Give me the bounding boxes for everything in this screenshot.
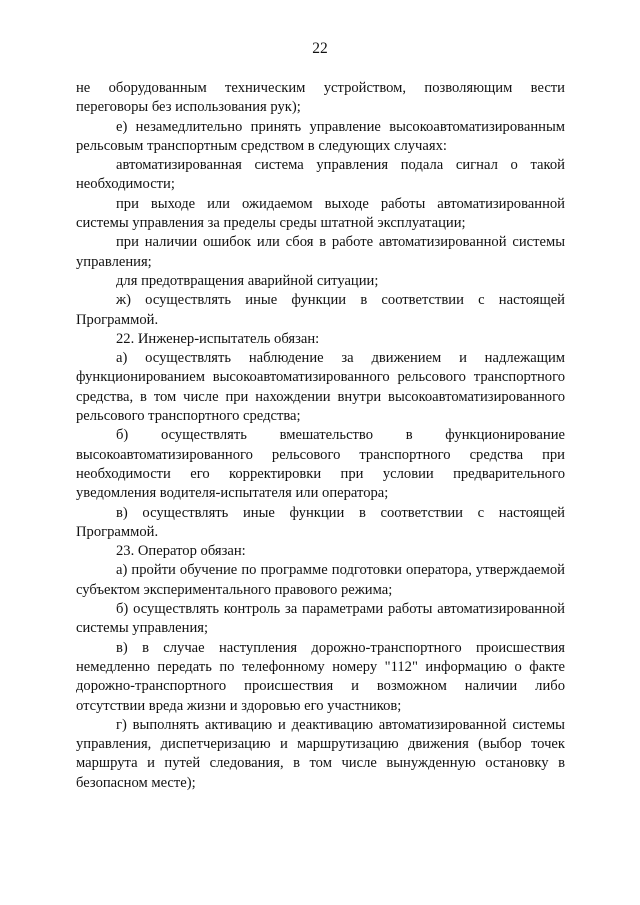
paragraph-case-signal: автоматизированная система управления подала сигнал о такой необходимости;: [76, 157, 565, 193]
paragraph-item-e: е) незамедлительно принять управление высокоавтоматизированным рельсовым транспортным средством в следующих случаях:: [76, 118, 565, 154]
paragraph-item-zh: ж) осуществлять иные функции в соответствии с настоящей Программой.: [76, 292, 565, 328]
paragraph-22-b: б) осуществлять вмешательство в функционирование высокоавтоматизированного рельсового транспортного средства при необходимости его корректировки при условии предварительного уведомления водителя-испытателя или оператора;: [76, 427, 565, 502]
paragraph-23-v: в) в случае наступления дорожно-транспортного происшествия немедленно передать по телефонному номеру "112" информацию о факте дорожно-транспортного происшествия и возможном наличии либо отсутствии вреда жизни и здоровью его участников;: [76, 639, 565, 714]
paragraph-continuation: не оборудованным техническим устройством, позволяющим вести переговоры без использования рук);: [76, 80, 565, 116]
paragraph-23-b: б) осуществлять контроль за параметрами работы автоматизированной системы управления;: [76, 601, 565, 637]
paragraph-case-errors: при наличии ошибок или сбоя в работе автоматизированной системы управления;: [76, 234, 565, 270]
document-body: [76, 79, 565, 793]
paragraph-case-emergency: для предотвращения аварийной ситуации;: [116, 272, 379, 289]
paragraph-case-environment: при выходе или ожидаемом выходе работы автоматизированной системы управления за пределы среды штатной эксплуатации;: [76, 195, 565, 232]
page-number: 22: [312, 40, 328, 57]
paragraph-22-a: а) осуществлять наблюдение за движением и надлежащим функционированием высокоавтоматизированного рельсового транспортного средства, в том числе при нахождении внутри высокоавтоматизированного рельсового транспортного средства;: [76, 350, 565, 425]
paragraph-23-a: а) пройти обучение по программе подготовки оператора, утверждаемой субъектом экспериментального правового режима;: [76, 562, 565, 598]
paragraph-22-v: в) осуществлять иные функции в соответствии с настоящей Программой.: [76, 504, 565, 540]
section-heading-23: 23. Оператор обязан:: [116, 543, 246, 560]
paragraph-23-g: г) выполнять активацию и деактивацию автоматизированной системы управления, диспетчеризацию и маршрутизацию движения (выбор точек маршрута и путей следования, в том числе вынужденную остановку в безопасном месте);: [76, 716, 565, 791]
section-heading-22: 22. Инженер-испытатель обязан:: [116, 330, 320, 347]
